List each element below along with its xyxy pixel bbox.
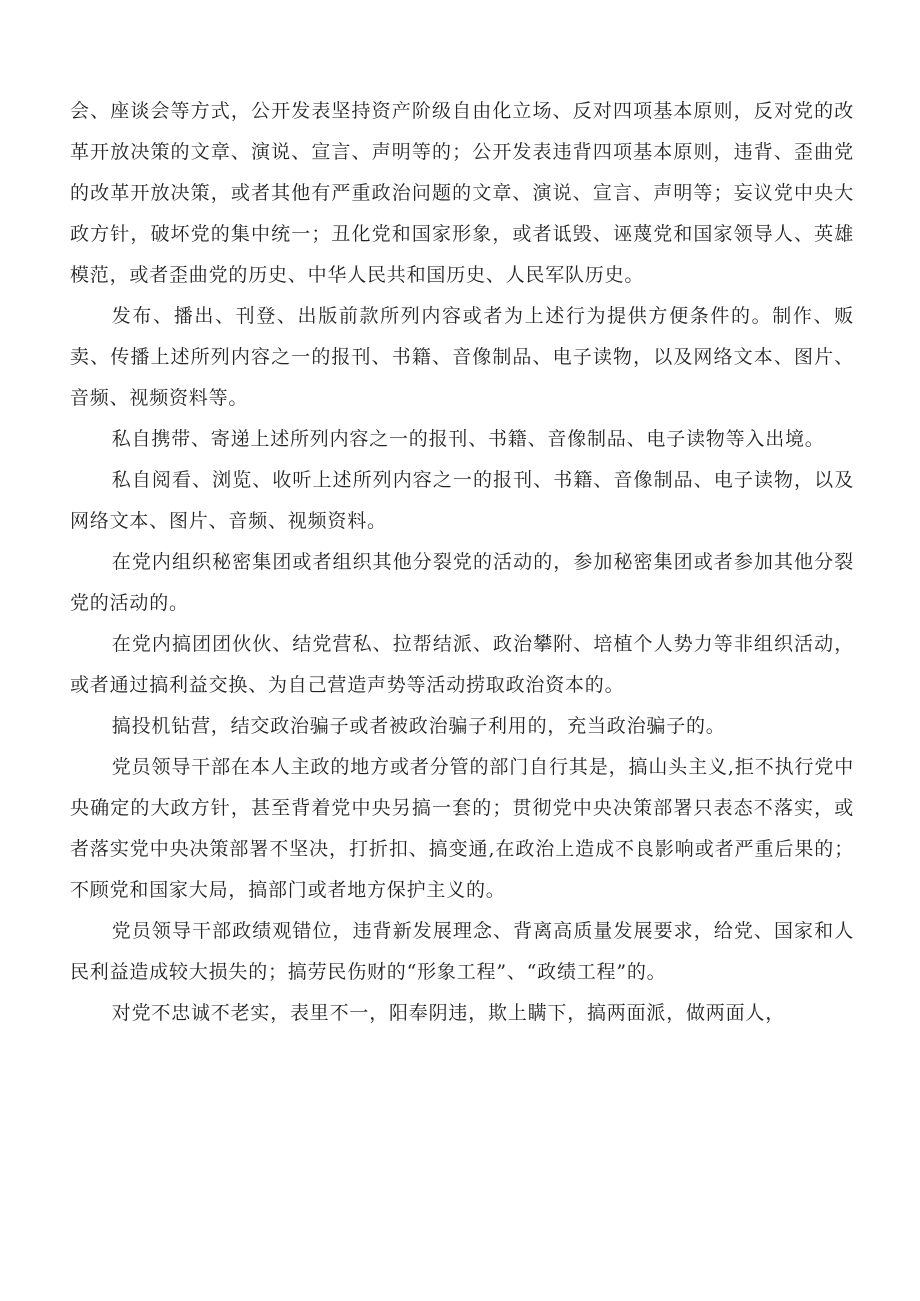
paragraph: 党员领导干部政绩观错位，违背新发展理念、背离高质量发展要求，给党、国家和人民利益造成较大损失的；搞劳民伤财的“形象工程”、“政绩工程”的。 — [70, 920, 854, 983]
paragraph: 私自阅看、浏览、收听上述所列内容之一的报刊、书籍、音像制品、电子读物，以及网络文本、图片、音频、视频资料。 — [70, 469, 854, 532]
paragraph: 发布、播出、刊登、出版前款所列内容或者为上述行为提供方便条件的。制作、贩卖、传播上述所列内容之一的报刊、书籍、音像制品、电子读物，以及网络文本、图片、音频、视频资料等。 — [70, 305, 854, 409]
paragraph: 私自携带、寄递上述所列内容之一的报刊、书籍、音像制品、电子读物等入出境。 — [111, 428, 825, 450]
paragraph: 搞投机钻营，结交政治骗子或者被政治骗子利用的，充当政治骗子的。 — [111, 715, 726, 737]
paragraph: 在党内组织秘密集团或者组织其他分裂党的活动的，参加秘密集团或者参加其他分裂党的活动的。 — [70, 551, 854, 614]
paragraph: 党员领导干部在本人主政的地方或者分管的部门自行其是，搞山头主义,拒不执行党中央确定的大政方针，甚至背着党中央另搞一套的；贯彻党中央决策部署只表态不落实，或者落实党中央决策部署不坚决，打折扣、搞变通,在政治上造成不良影响或者严重后果的；不顾党和国家大局，搞部门或者地方保护主义的。 — [70, 756, 854, 901]
paragraph-truncated: 对党不忠诚不老实，表里不一，阳奉阴违，欺上瞒下，搞两面派，做两面人， — [111, 1002, 785, 1024]
paragraph: 在党内搞团团伙伙、结党营私、拉帮结派、政治攀附、培植个人势力等非组织活动，或者通过搞利益交换、为自己营造声势等活动捞取政治资本的。 — [70, 633, 854, 696]
paragraph-continued: 会、座谈会等方式，公开发表坚持资产阶级自由化立场、反对四项基本原则，反对党的改革开放决策的文章、演说、宣言、声明等的；公开发表违背四项基本原则，违背、歪曲党的改革开放决策，或者其他有严重政治问题的文章、演说、宣言、声明等；妄议党中央大政方针，破坏党的集中统一；丑化党和国家形象，或者诋毁、诬蔑党和国家领导人、英雄模范，或者歪曲党的历史、中华人民共和国历史、人民军队历史。 — [70, 100, 854, 286]
document-body — [70, 91, 854, 1034]
